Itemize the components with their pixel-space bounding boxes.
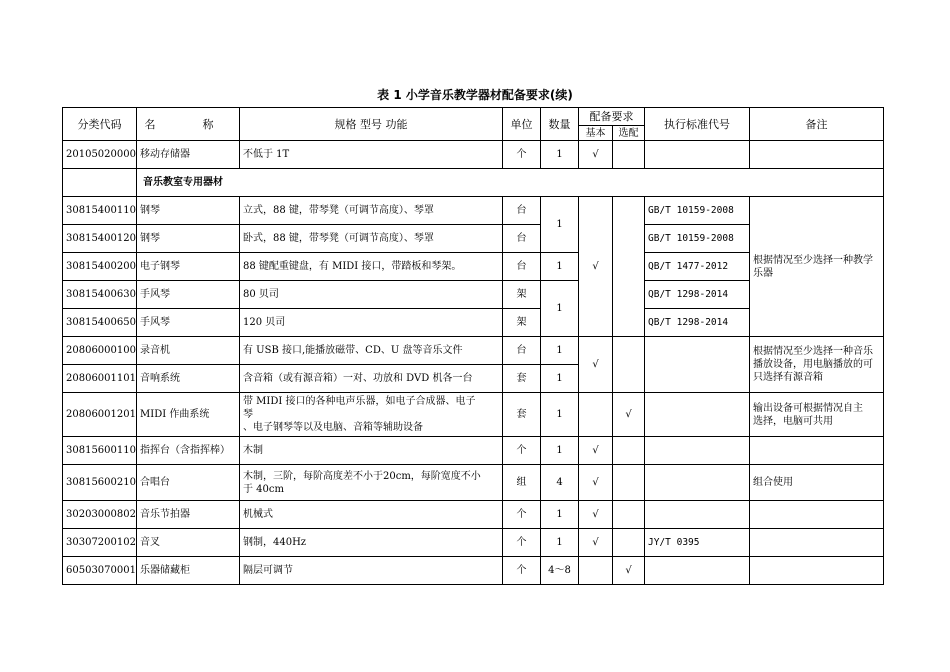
cell-name: 钢琴	[137, 197, 240, 225]
cell-standard-audio	[645, 337, 750, 393]
cell-code: 20806001101	[63, 365, 137, 393]
cell-name: 指挥台（含指挥棒）	[137, 437, 240, 465]
cell-qty: 1	[541, 141, 579, 169]
table-row	[63, 501, 884, 529]
cell-spec	[240, 393, 503, 437]
cell-name: 手风琴	[137, 309, 240, 337]
table-row	[63, 393, 884, 437]
cell-standard	[645, 141, 750, 169]
cell-code: 30815400120	[63, 225, 137, 253]
cell-name: 音响系统	[137, 365, 240, 393]
cell-code: 30307200102	[63, 529, 137, 557]
header-qty: 数量	[541, 108, 579, 141]
spec-line: 、电子钢琴等以及电脑、音箱等辅助设备	[243, 422, 423, 433]
cell-optional	[613, 529, 645, 557]
cell-spec: 隔层可调节	[240, 557, 503, 585]
cell-code: 30815400110	[63, 197, 137, 225]
header-requirement: 配备要求	[579, 108, 645, 126]
cell-optional: √	[613, 557, 645, 585]
spec-line: 带 MIDI 接口的各种电声乐器，如电子合成器、电子	[243, 396, 476, 407]
cell-unit: 个	[503, 501, 541, 529]
cell-qty: 1	[541, 437, 579, 465]
cell-name: 钢琴	[137, 225, 240, 253]
table-row	[63, 437, 884, 465]
cell-name: 音叉	[137, 529, 240, 557]
cell-spec: 木制	[240, 437, 503, 465]
cell-code: 30815400630	[63, 281, 137, 309]
cell-code: 30815400200	[63, 253, 137, 281]
cell-standard: QB/T 1298-2014	[645, 281, 750, 309]
cell-standard: QB/T 1477-2012	[645, 253, 750, 281]
cell-standard: JY/T 0395	[645, 529, 750, 557]
cell-optional	[613, 141, 645, 169]
cell-optional-audio	[613, 337, 645, 393]
cell-spec: 不低于 1T	[240, 141, 503, 169]
cell-basic	[579, 393, 613, 437]
cell-standard	[645, 465, 750, 501]
section-code-cell	[63, 169, 137, 197]
cell-spec: 钢制，440Hz	[240, 529, 503, 557]
cell-unit: 套	[503, 365, 541, 393]
cell-remark	[750, 557, 884, 585]
cell-name: 合唱台	[137, 465, 240, 501]
cell-unit: 个	[503, 529, 541, 557]
cell-unit: 台	[503, 197, 541, 225]
cell-spec: 88 键配重键盘，有 MIDI 接口，带踏板和琴架。	[240, 253, 503, 281]
cell-code: 30815400650	[63, 309, 137, 337]
cell-qty: 1	[541, 365, 579, 393]
cell-basic: √	[579, 465, 613, 501]
cell-code: 20105020000	[63, 141, 137, 169]
cell-standard	[645, 393, 750, 437]
cell-spec: 含音箱（或有源音箱）一对、功放和 DVD 机各一台	[240, 365, 503, 393]
cell-spec: 80 贝司	[240, 281, 503, 309]
cell-unit: 个	[503, 141, 541, 169]
cell-unit: 架	[503, 309, 541, 337]
cell-standard	[645, 437, 750, 465]
cell-remark	[750, 437, 884, 465]
cell-spec: 卧式，88 键，带琴凳（可调节高度）、琴罩	[240, 225, 503, 253]
cell-unit: 台	[503, 253, 541, 281]
cell-name: 移动存储器	[137, 141, 240, 169]
cell-remark	[750, 529, 884, 557]
header-row	[63, 108, 884, 126]
cell-qty: 1	[541, 337, 579, 365]
table-title: 表 1 小学音乐教学器材配备要求(续)	[377, 88, 573, 102]
header-optional: 选配	[613, 126, 645, 141]
cell-qty: 4～8	[541, 557, 579, 585]
cell-spec: 机械式	[240, 501, 503, 529]
cell-unit: 套	[503, 393, 541, 437]
cell-optional: √	[613, 393, 645, 437]
cell-optional	[613, 501, 645, 529]
header-name: 名 称	[137, 108, 240, 141]
cell-basic-audio: √	[579, 337, 613, 393]
equipment-table	[62, 107, 884, 585]
cell-code: 60503070001	[63, 557, 137, 585]
table-row	[63, 337, 884, 365]
cell-basic: √	[579, 529, 613, 557]
cell-name: 录音机	[137, 337, 240, 365]
table-row	[63, 529, 884, 557]
cell-spec: 立式，88 键，带琴凳（可调节高度）、琴罩	[240, 197, 503, 225]
cell-standard: GB/T 10159-2008	[645, 225, 750, 253]
cell-name: 手风琴	[137, 281, 240, 309]
cell-unit: 组	[503, 465, 541, 501]
table-row	[63, 465, 884, 501]
cell-unit: 个	[503, 557, 541, 585]
header-basic: 基本	[579, 126, 613, 141]
header-standard: 执行标准代号	[645, 108, 750, 141]
cell-standard	[645, 557, 750, 585]
cell-code: 30815600210	[63, 465, 137, 501]
cell-remark	[750, 501, 884, 529]
cell-code: 20806001201	[63, 393, 137, 437]
cell-standard: QB/T 1298-2014	[645, 309, 750, 337]
cell-qty-accordion: 1	[541, 281, 579, 337]
cell-unit: 个	[503, 437, 541, 465]
cell-basic-instruments: √	[579, 197, 613, 337]
cell-qty: 1	[541, 501, 579, 529]
table-row	[63, 141, 884, 169]
cell-name: 乐器储藏柜	[137, 557, 240, 585]
cell-spec: 有 USB 接口,能播放磁带、CD、U 盘等音乐文件	[240, 337, 503, 365]
cell-standard: GB/T 10159-2008	[645, 197, 750, 225]
cell-basic: √	[579, 437, 613, 465]
header-unit: 单位	[503, 108, 541, 141]
cell-optional	[613, 465, 645, 501]
header-code: 分类代码	[63, 108, 137, 141]
spec-line: 木制，三阶，每阶高度差不小于20cm，每阶宽度不小	[243, 470, 481, 482]
cell-code: 30815600110	[63, 437, 137, 465]
cell-optional-instruments	[613, 197, 645, 337]
cell-remark	[750, 141, 884, 169]
section-title: 音乐教室专用器材	[137, 169, 884, 197]
cell-unit: 台	[503, 337, 541, 365]
spec-line: 琴	[243, 409, 253, 420]
cell-basic	[579, 557, 613, 585]
table-row	[63, 197, 884, 225]
cell-standard	[645, 501, 750, 529]
cell-remark-audio: 根据情况至少选择一种音乐播放设备，用电脑播放的可只选择有源音箱	[750, 337, 884, 393]
cell-qty: 1	[541, 529, 579, 557]
cell-name: 音乐节拍器	[137, 501, 240, 529]
cell-name: MIDI 作曲系统	[137, 393, 240, 437]
table-row	[63, 557, 884, 585]
cell-unit: 架	[503, 281, 541, 309]
cell-remark	[750, 393, 884, 437]
cell-qty: 1	[541, 253, 579, 281]
section-row	[63, 169, 884, 197]
cell-code: 30203000802	[63, 501, 137, 529]
cell-optional	[613, 437, 645, 465]
cell-spec	[240, 465, 503, 501]
cell-basic: √	[579, 501, 613, 529]
cell-spec: 120 贝司	[240, 309, 503, 337]
header-spec: 规格 型号 功能	[240, 108, 503, 141]
remark-line: 输出设备可根据情况自主	[753, 402, 863, 414]
cell-qty-piano: 1	[541, 197, 579, 253]
cell-remark-instruments: 根据情况至少选择一种教学乐器	[750, 197, 884, 337]
cell-qty: 1	[541, 393, 579, 437]
header-remark: 备注	[750, 108, 884, 141]
cell-unit: 台	[503, 225, 541, 253]
cell-qty: 4	[541, 465, 579, 501]
cell-name: 电子钢琴	[137, 253, 240, 281]
cell-basic: √	[579, 141, 613, 169]
remark-line: 选择，电脑可共用	[753, 415, 833, 427]
spec-line: 于 40cm	[243, 483, 284, 495]
cell-code: 20806000100	[63, 337, 137, 365]
cell-remark: 组合使用	[750, 465, 884, 501]
